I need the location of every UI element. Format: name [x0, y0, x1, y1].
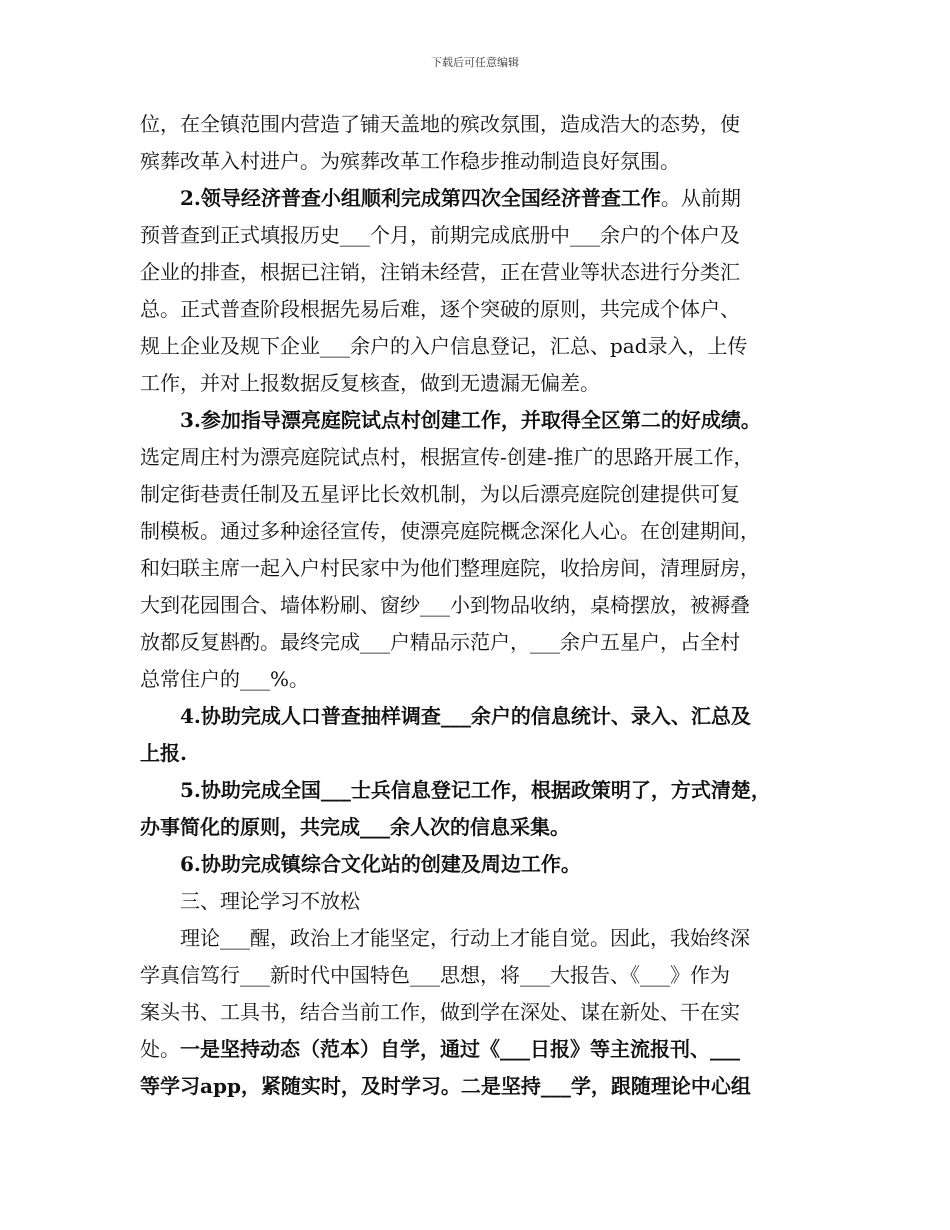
- body-text: 。从前期: [660, 186, 741, 210]
- body-text: 理论___醒，政治上才能坚定，行动上才能自觉。因此，我始终深: [140, 926, 750, 950]
- text-line: [140, 846, 812, 883]
- bold-text: 4.协助完成人口普查抽样调查___余户的信息统计、录入、汇总及: [140, 704, 751, 728]
- text-line: [140, 809, 812, 846]
- body-text: 工作，并对上报数据反复核查，做到无遗漏无偏差。: [140, 371, 600, 395]
- bold-text: 上报.: [140, 741, 187, 765]
- text-line: [140, 957, 812, 994]
- bold-text: 等学习app，紧随实时，及时学习。二是坚持___学，跟随理论中心组: [140, 1074, 751, 1098]
- body-text: 规上企业及规下企业___余户的入户信息登记，汇总、pad录入，上传: [140, 334, 748, 358]
- text-line: [140, 402, 812, 439]
- body-text: 制模板。通过多种途径宣传，使漂亮庭院概念深化人心。在创建期间，: [140, 519, 760, 543]
- body-text: 预普查到正式填报历史___个月，前期完成底册中___余户的个体户及: [140, 223, 740, 247]
- text-line: [140, 550, 812, 587]
- text-line: [140, 624, 812, 661]
- text-line: [140, 476, 812, 513]
- text-line: [140, 587, 812, 624]
- body-text: 制定街巷责任制及五星评比长效机制，为以后漂亮庭院创建提供可复: [140, 482, 740, 506]
- body-text: 企业的排查，根据已注销，注销未经营，正在营业等状态进行分类汇: [140, 260, 740, 284]
- body-text: 选定周庄村为漂亮庭院试点村，根据宣传-创建-推广的思路开展工作，: [140, 445, 754, 469]
- text-line: [140, 180, 812, 217]
- body-text: 殡葬改革入村进户。为殡葬改革工作稳步推动制造良好氛围。: [140, 149, 680, 173]
- body-text: 和妇联主席一起入户村民家中为他们整理庭院，收拾房间，清理厨房，: [140, 556, 760, 580]
- body-text: 放都反复斟酌。最终完成___户精品示范户，___余户五星户，占全村: [140, 630, 740, 654]
- text-line: [140, 772, 812, 809]
- body-text: 学真信笃行___新时代中国特色___思想，将___大报告、《___》作为: [140, 963, 730, 987]
- body-text: 总。正式普查阶段根据先易后难，逐个突破的原则，共完成个体户、: [140, 297, 740, 321]
- body-text: 位，在全镇范围内营造了铺天盖地的殡改氛围，造成浩大的态势，使: [140, 112, 740, 136]
- text-line: [140, 328, 812, 365]
- text-line: [140, 883, 812, 920]
- text-line: [140, 106, 812, 143]
- text-line: [140, 254, 812, 291]
- body-text: 总常住户的___%。: [140, 667, 310, 691]
- text-line: [140, 698, 812, 735]
- text-line: [140, 994, 812, 1031]
- page-header: 下载后可任意编辑: [431, 56, 519, 69]
- text-line: [140, 143, 812, 180]
- body-text: 三、理论学习不放松: [140, 889, 360, 913]
- document-body: [140, 106, 812, 1105]
- text-line: [140, 1031, 812, 1068]
- text-line: [140, 513, 812, 550]
- text-line: [140, 365, 812, 402]
- body-text: 大到花园围合、墙体粉刷、窗纱___小到物品收纳，桌椅摆放，被褥叠: [140, 593, 750, 617]
- text-line: [140, 661, 812, 698]
- body-text: 案头书、工具书，结合当前工作，做到学在深处、谋在新处、干在实: [140, 1000, 740, 1024]
- bold-text: 2.领导经济普查小组顺利完成第四次全国经济普查工作: [140, 186, 661, 210]
- bold-text: 5.协助完成全国___士兵信息登记工作，根据政策明了，方式清楚，: [140, 778, 771, 802]
- text-line: [140, 217, 812, 254]
- bold-text: 6.协助完成镇综合文化站的创建及周边工作。: [140, 852, 581, 876]
- bold-text: 一是坚持动态（范本）自学，通过《___日报》等主流报刊、___: [180, 1037, 740, 1061]
- body-text: 处。: [140, 1037, 180, 1061]
- text-line: [140, 291, 812, 328]
- bold-text: 3.参加指导漂亮庭院试点村创建工作，并取得全区第二的好成绩。: [140, 408, 761, 432]
- bold-text: 办事简化的原则，共完成___余人次的信息采集。: [140, 815, 570, 839]
- text-line: [140, 439, 812, 476]
- text-line: [140, 1068, 812, 1105]
- text-line: [140, 735, 812, 772]
- text-line: [140, 920, 812, 957]
